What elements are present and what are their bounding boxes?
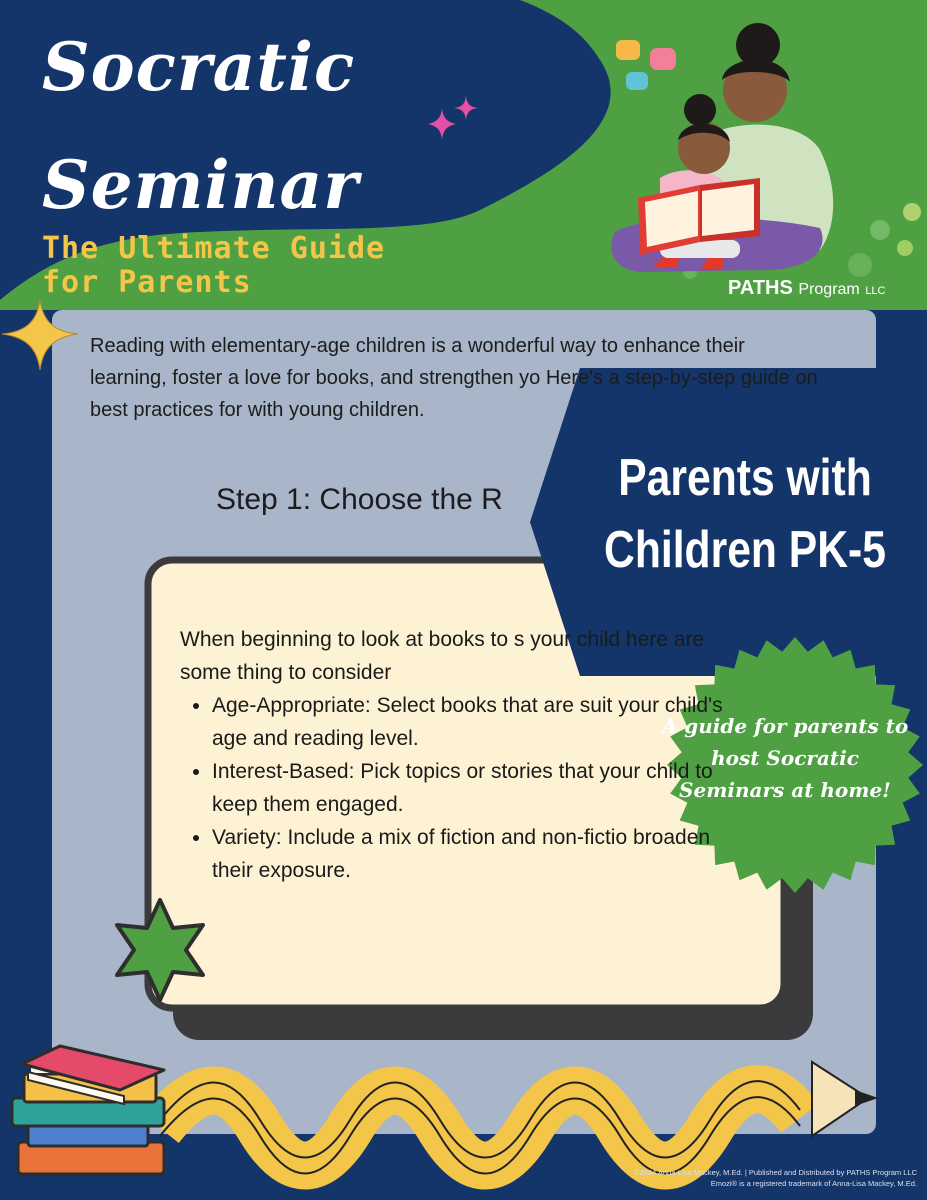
title-line-1: Socratic [42,28,356,106]
card-lead: When beginning to look at books to s your child here are some thing to consider [180,628,705,684]
intro-paragraph: Reading with elementary-age children is a wonderful way to enhance their learning, foster a love for books, and strengthen yo Here's a step-by-step guide on best practices for with young children. [90,335,818,421]
chat-bubble-icon [616,40,640,60]
banner-line-2: Children PK-5 [604,521,886,579]
list-item: • Age-Appropriate: Select books that are suit your child's age and reading level. [212,689,740,755]
brand-bold: PATHS [728,277,793,299]
subtitle: The Ultimate Guide for Parents [42,231,386,300]
chat-bubble-icon [650,48,676,70]
banner-line-1: Parents with [618,449,872,507]
list-item: • Variety: Include a mix of fiction and non-fictio broaden their exposure. [212,821,740,887]
footer-line-1: ©2024 Anna-Lisa Mackey, M.Ed. | Published and Distributed by PATHS Program LLC [633,1168,917,1177]
step-title: Step 1: Choose the R [216,483,503,516]
book-stack-icon [12,1046,164,1174]
title-line-2: Seminar [42,146,360,224]
audience-banner-text [593,442,896,586]
card-content [180,623,740,887]
brand-llc: LLC [865,285,886,297]
badge-text: A guide for parents to host Socratic Seminars at home! [661,714,909,802]
brand-rest: Program [798,281,860,298]
footer-line-2: Emozi® is a registered trademark of Anna-Lisa Mackey, M.Ed. [710,1179,917,1188]
brand-logo [728,277,886,300]
chat-bubble-icon [626,72,648,90]
footer-copyright [497,1167,917,1189]
card-bullet-list [180,689,740,887]
list-item: • Interest-Based: Pick topics or stories that your child to keep them engaged. [212,755,740,821]
